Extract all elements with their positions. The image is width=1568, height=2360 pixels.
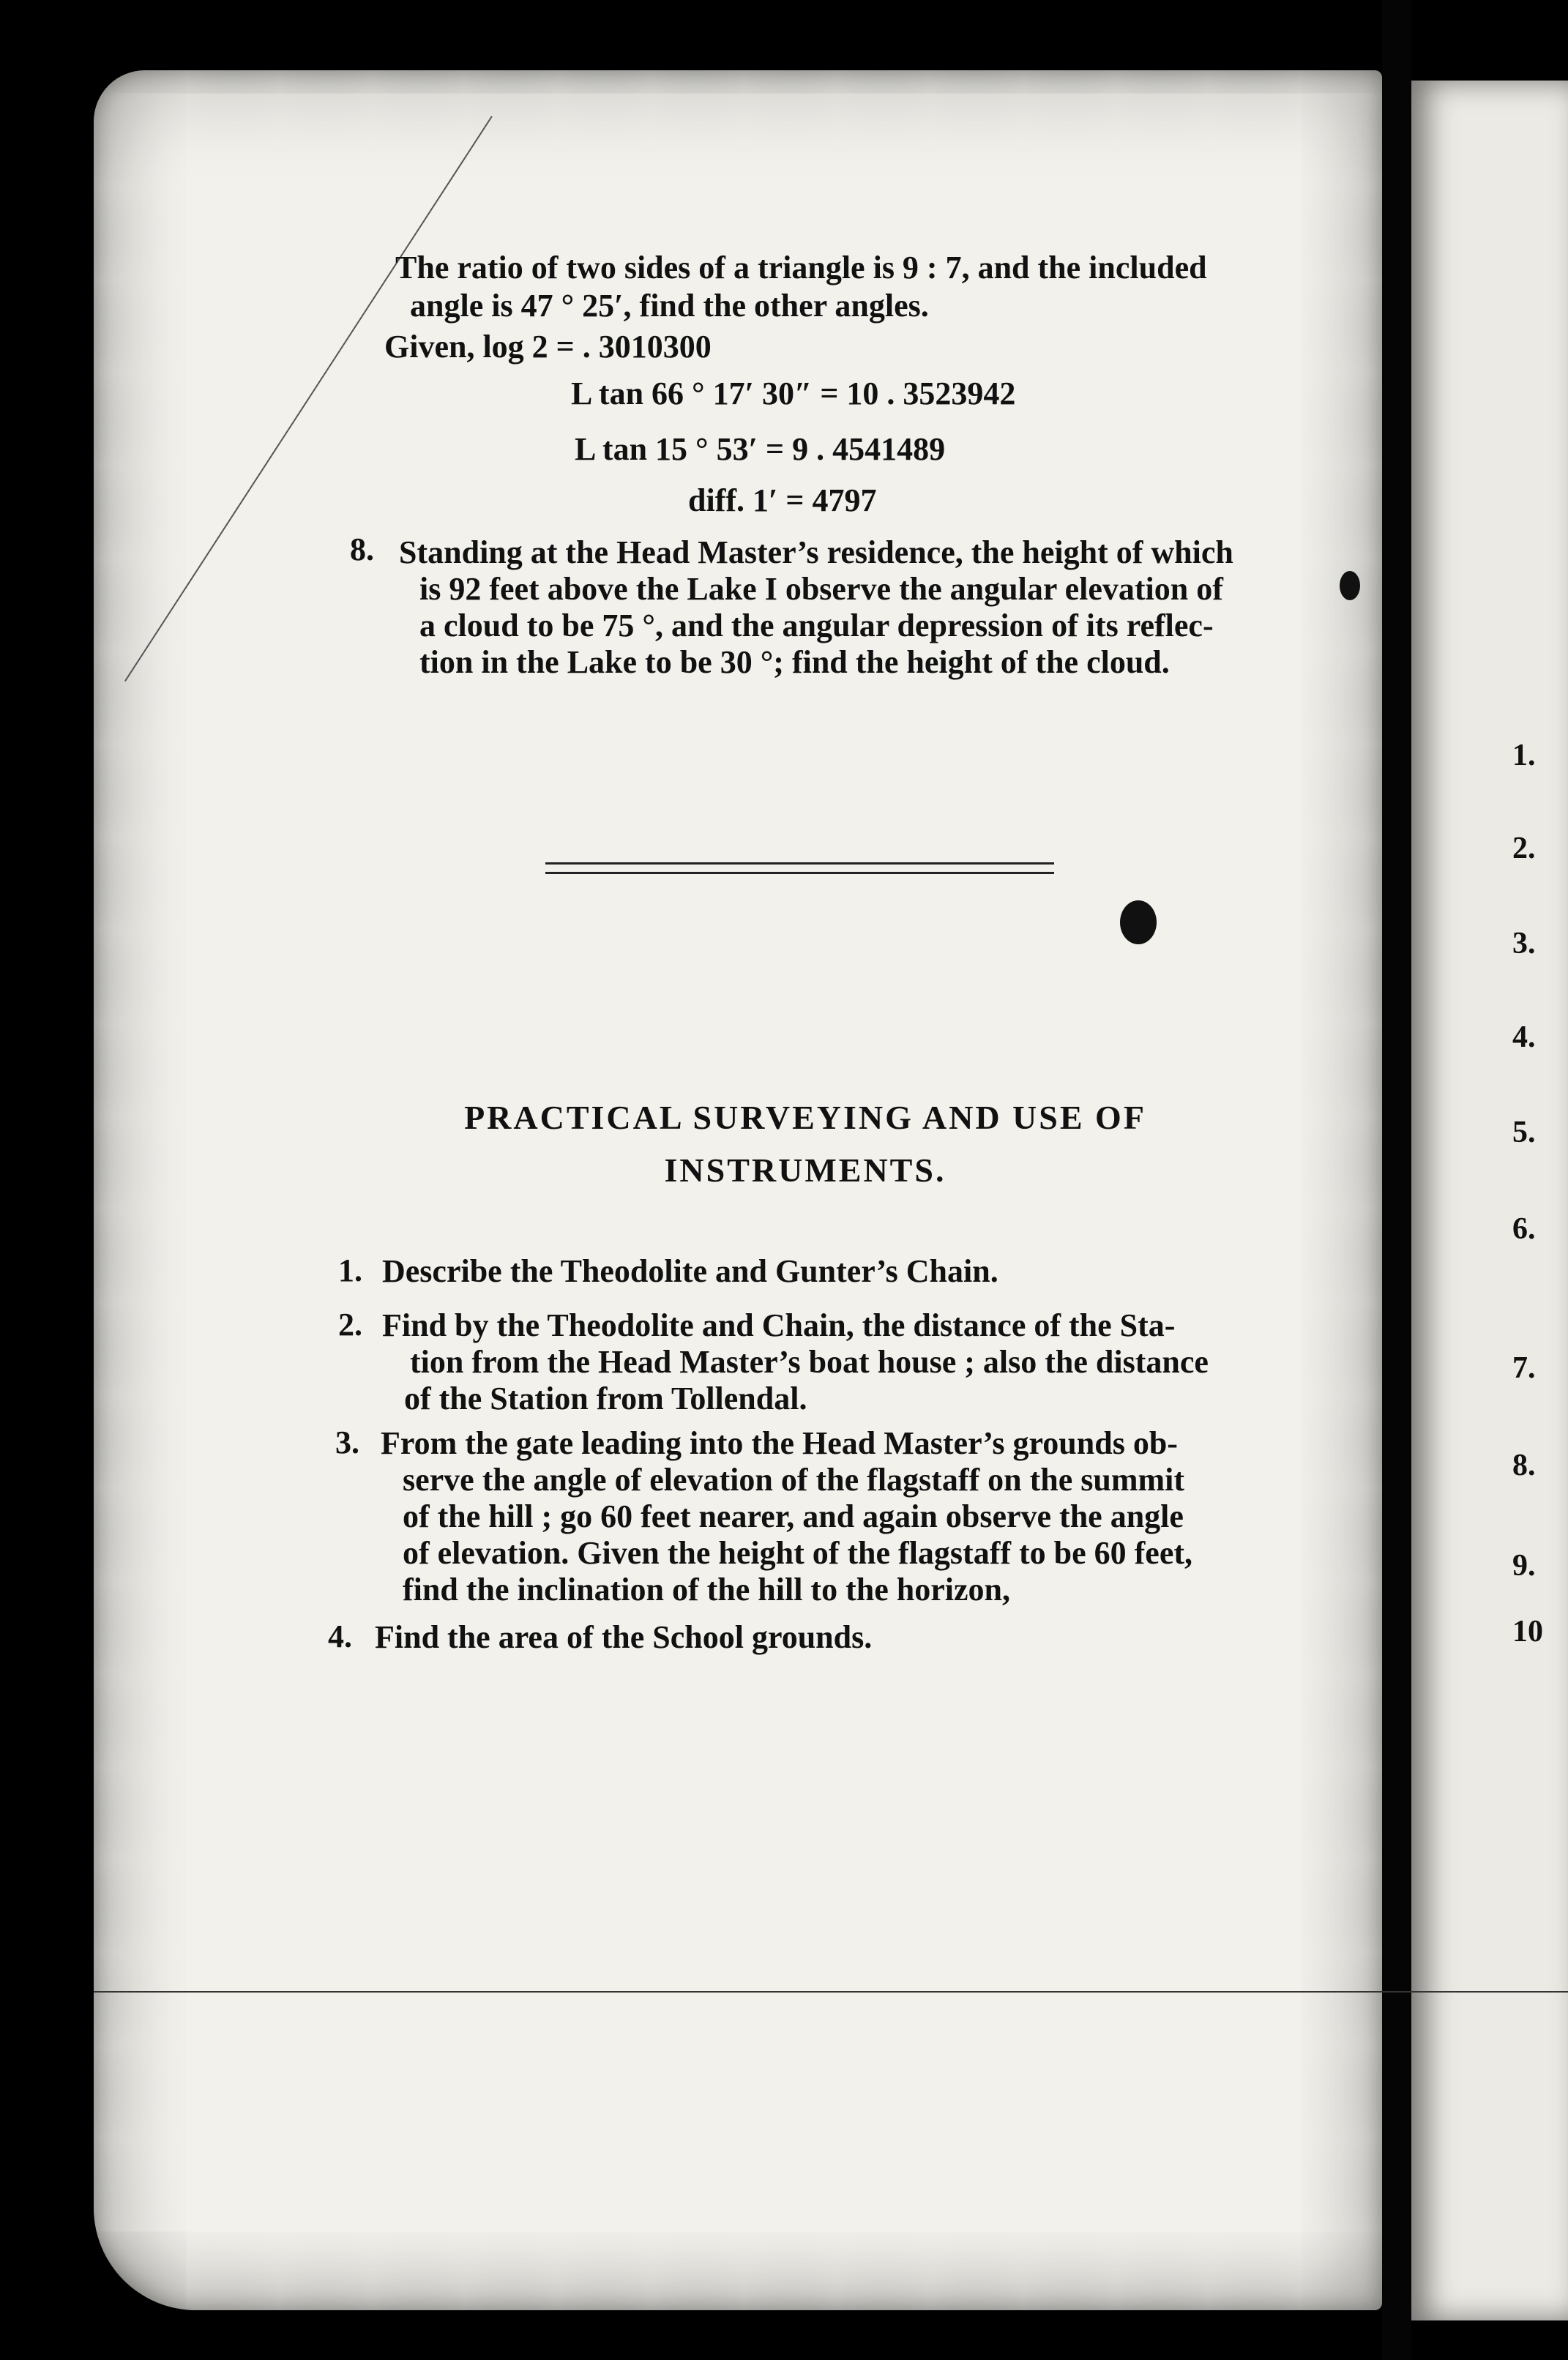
problem-8-line: a cloud to be 75 °, and the angular depression of its reflec-	[419, 608, 1214, 643]
question-line: Describe the Theodolite and Gunter’s Chain.	[382, 1253, 998, 1289]
section-title-line2: INSTRUMENTS.	[664, 1151, 947, 1189]
edge-number: 9.	[1512, 1549, 1536, 1583]
ink-blot	[1340, 571, 1360, 600]
triangle-problem-line2: angle is 47 ° 25′, find the other angles.	[410, 288, 929, 324]
question-line: serve the angle of elevation of the flagstaff on the summit	[403, 1462, 1185, 1498]
question-4-number: 4.	[328, 1618, 352, 1654]
problem-8-line: is 92 feet above the Lake I observe the angular elevation of	[419, 571, 1223, 607]
triangle-problem-line1: The ratio of two sides of a triangle is 9 : 7, and the included	[395, 250, 1207, 285]
problem-8-line: Standing at the Head Master’s residence, the height of which	[399, 534, 1233, 570]
edge-number: 8.	[1512, 1449, 1536, 1482]
problem-8-number: 8.	[350, 531, 374, 567]
edge-number: 10	[1512, 1615, 1543, 1648]
question-line: of elevation. Given the height of the flagstaff to be 60 feet,	[403, 1535, 1193, 1571]
question-2-text	[382, 1307, 1209, 1417]
question-line: of the Station from Tollendal.	[404, 1381, 807, 1416]
adjacent-page	[1411, 81, 1568, 2320]
problem-8-line: tion in the Lake to be 30 °; find the height of the cloud.	[419, 644, 1170, 680]
problem-8-text	[399, 534, 1233, 681]
question-line: tion from the Head Master’s boat house ; also the distance	[410, 1344, 1209, 1380]
question-line: Find the area of the School grounds.	[375, 1619, 873, 1655]
question-line: of the hill ; go 60 feet nearer, and again observe the angle	[403, 1498, 1184, 1534]
edge-number: 3.	[1512, 927, 1536, 960]
question-2-number: 2.	[338, 1307, 362, 1343]
edge-number: 6.	[1512, 1212, 1536, 1246]
log-tan-15: L tan 15 ° 53′ = 9 . 4541489	[575, 431, 946, 467]
edge-number: 5.	[1512, 1116, 1536, 1149]
question-line: find the inclination of the hill to the horizon,	[403, 1572, 1010, 1607]
log-difference: diff. 1′ = 4797	[688, 482, 877, 518]
question-1-text	[382, 1253, 998, 1290]
section-title-line1: PRACTICAL SURVEYING AND USE OF	[464, 1099, 1146, 1136]
log-tan-66: L tan 66 ° 17′ 30″ = 10 . 3523942	[571, 376, 1016, 411]
question-line: Find by the Theodolite and Chain, the distance of the Sta-	[382, 1307, 1176, 1343]
edge-number: 4.	[1512, 1020, 1536, 1054]
edge-number: 7.	[1512, 1351, 1536, 1385]
question-4-text	[375, 1619, 872, 1656]
page-rule	[94, 1991, 1568, 1993]
question-3-number: 3.	[335, 1424, 359, 1460]
question-3-text	[381, 1425, 1192, 1608]
ink-blot	[1120, 900, 1157, 944]
edge-number: 2.	[1512, 832, 1536, 865]
question-line: From the gate leading into the Head Master’s grounds ob-	[381, 1425, 1178, 1461]
question-1-number: 1.	[338, 1252, 362, 1288]
section-divider	[545, 862, 1054, 874]
edge-number: 1.	[1512, 739, 1536, 772]
given-log: Given, log 2 = . 3010300	[384, 329, 712, 365]
